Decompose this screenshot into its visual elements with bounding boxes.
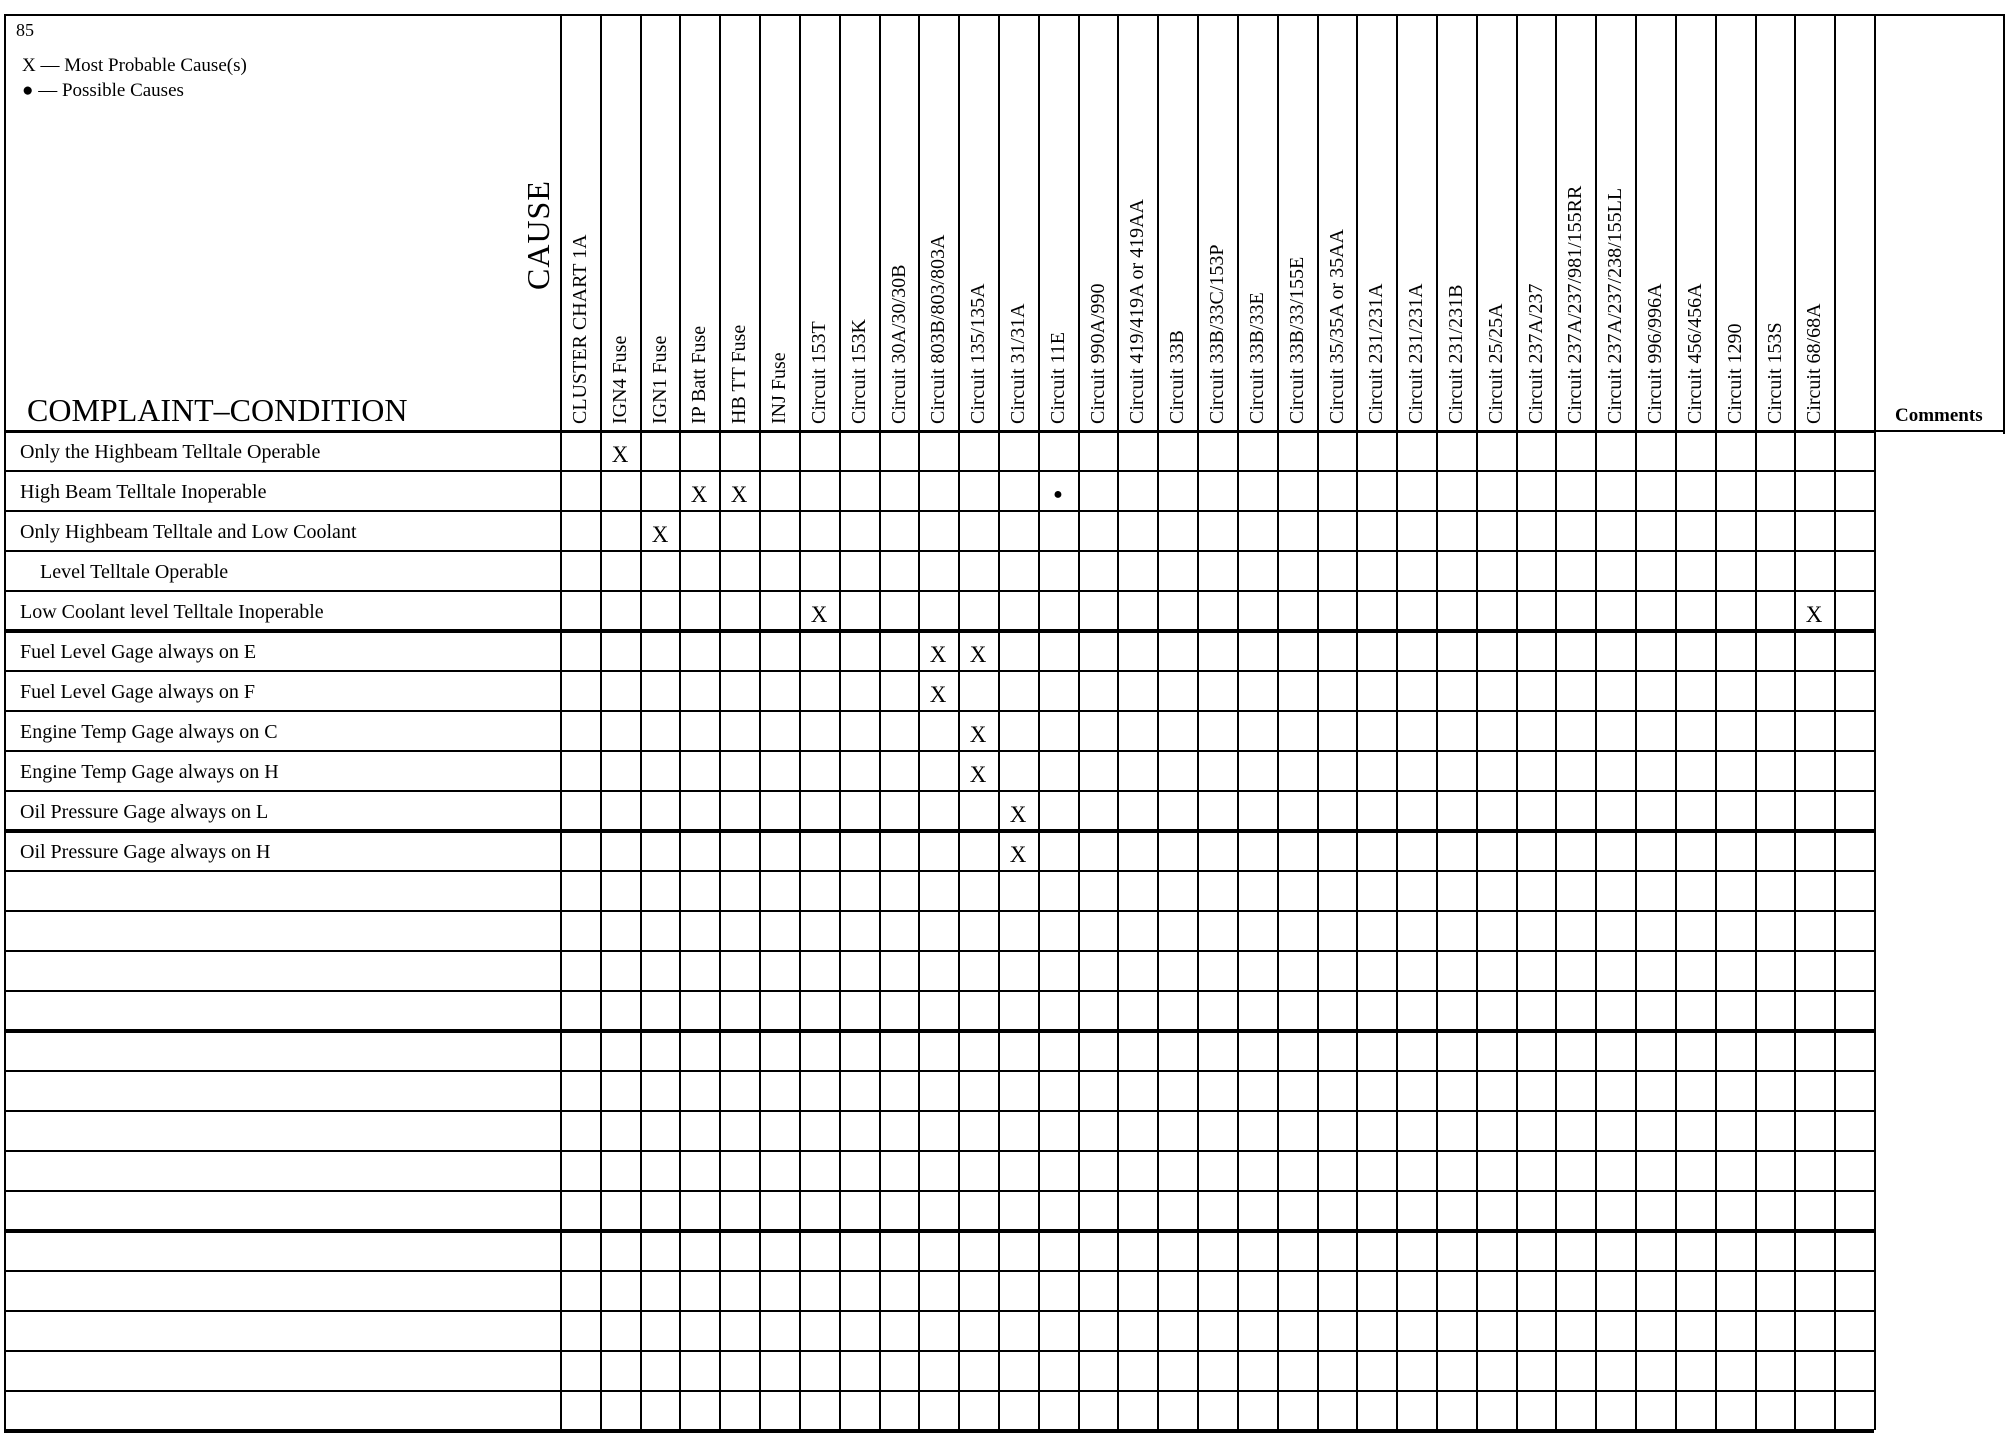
legend-most-probable: X — Most Probable Cause(s) <box>22 55 247 76</box>
cause-column-label: Circuit 35/35A or 35AA <box>1326 229 1348 424</box>
column-divider <box>1635 14 1637 1430</box>
most-probable-cause-mark: X <box>1805 602 1823 627</box>
most-probable-cause-mark: X <box>690 482 708 507</box>
most-probable-cause-mark: X <box>929 642 947 667</box>
column-divider <box>1715 14 1717 1430</box>
header-top-border <box>4 14 2005 16</box>
row-divider <box>4 1350 1874 1352</box>
comments-right-border <box>2003 14 2005 434</box>
cause-column-label: Circuit 33B/33/155E <box>1286 256 1308 424</box>
cause-column-label: Circuit 456/456A <box>1684 283 1706 424</box>
complaint-row-label: Engine Temp Gage always on H <box>20 761 279 783</box>
cause-column-label: Circuit 237A/237/238/155LL <box>1604 187 1626 424</box>
most-probable-cause-mark: X <box>969 722 987 747</box>
cause-title: CAUSE <box>520 180 556 290</box>
most-probable-cause-mark: X <box>810 602 828 627</box>
cause-column-label: Circuit 153K <box>848 319 870 424</box>
column-divider <box>1356 14 1358 1430</box>
row-divider <box>4 1029 1874 1033</box>
column-divider <box>1078 14 1080 1430</box>
cause-column-label: Circuit 231/231A <box>1365 283 1387 424</box>
column-divider <box>600 14 602 1430</box>
column-divider <box>759 14 761 1430</box>
cause-column-label: IGN4 Fuse <box>609 335 631 424</box>
complaint-row-label: Low Coolant level Telltale Inoperable <box>20 601 324 623</box>
most-probable-cause-mark: X <box>1009 842 1027 867</box>
comments-title: Comments <box>1895 405 1983 426</box>
left-border <box>4 14 6 1430</box>
most-probable-cause-mark: X <box>1009 802 1027 827</box>
cause-column-label: Circuit 237A/237 <box>1525 283 1547 424</box>
cause-column-label: Circuit 990A/990 <box>1087 283 1109 424</box>
cause-column-label: IGN1 Fuse <box>649 335 671 424</box>
row-divider <box>4 829 1874 833</box>
column-divider <box>998 14 1000 1430</box>
column-divider <box>640 14 642 1430</box>
cause-column-label: Circuit 996/996A <box>1644 283 1666 424</box>
complaint-row-label: Only Highbeam Telltale and Low Coolant <box>20 521 357 543</box>
row-divider <box>4 1229 1874 1233</box>
page-number: 85 <box>16 20 34 40</box>
most-probable-cause-mark: X <box>730 482 748 507</box>
column-divider <box>1436 14 1438 1430</box>
cause-column-label: Circuit 237A/237/981/155RR <box>1564 185 1586 424</box>
column-divider <box>918 14 920 1430</box>
column-divider <box>1117 14 1119 1430</box>
row-divider <box>4 1310 1874 1312</box>
column-divider <box>1755 14 1757 1430</box>
cause-column-label: Circuit 153S <box>1764 322 1786 424</box>
cause-column-label: Circuit 1290 <box>1724 323 1746 424</box>
row-divider <box>4 1390 1874 1392</box>
column-divider <box>799 14 801 1430</box>
complaint-row-label: Engine Temp Gage always on C <box>20 721 278 743</box>
cause-column-label: Circuit 33B/33E <box>1246 292 1268 424</box>
cause-column-label: Circuit 33B <box>1166 330 1188 424</box>
column-divider <box>839 14 841 1430</box>
column-divider <box>560 14 562 1430</box>
cause-column-label: IP Batt Fuse <box>688 325 710 424</box>
row-divider <box>4 790 1874 792</box>
row-divider <box>4 870 1874 872</box>
column-divider <box>1595 14 1597 1430</box>
cause-column-label: Circuit 231/231A <box>1405 283 1427 424</box>
cause-column-label: Circuit 68/68A <box>1803 303 1825 424</box>
column-divider <box>1317 14 1319 1430</box>
cause-column-label: Circuit 231/231B <box>1445 284 1467 424</box>
cause-column-label: Circuit 11E <box>1047 331 1069 424</box>
row-divider <box>4 1190 1874 1192</box>
row-divider <box>4 1429 1874 1433</box>
column-divider <box>1794 14 1796 1430</box>
cause-column-label: CLUSTER CHART 1A <box>569 234 591 424</box>
row-divider <box>4 750 1874 752</box>
column-divider <box>1874 14 1876 1430</box>
row-divider <box>4 1270 1874 1272</box>
column-divider <box>1197 14 1199 1430</box>
legend-possible: ● — Possible Causes <box>22 80 184 101</box>
complaint-row-label: Fuel Level Gage always on E <box>20 641 257 663</box>
row-divider <box>4 950 1874 952</box>
column-divider <box>719 14 721 1430</box>
most-probable-cause-mark: X <box>611 442 629 467</box>
column-divider <box>1038 14 1040 1430</box>
most-probable-cause-mark: X <box>651 522 669 547</box>
possible-cause-mark: ● <box>1053 486 1063 503</box>
column-divider <box>1516 14 1518 1430</box>
most-probable-cause-mark: X <box>969 762 987 787</box>
cause-column-label: Circuit 419/419A or 419AA <box>1126 199 1148 424</box>
column-divider <box>1157 14 1159 1430</box>
complaint-row-label: High Beam Telltale Inoperable <box>20 481 267 503</box>
comments-bottom-border <box>1874 430 2005 432</box>
cause-column-label: Circuit 803B/803/803A <box>927 234 949 424</box>
cause-column-label: Circuit 31/31A <box>1007 303 1029 424</box>
column-divider <box>1675 14 1677 1430</box>
row-divider <box>4 1150 1874 1152</box>
complaint-row-label: Oil Pressure Gage always on L <box>20 801 269 823</box>
complaint-row-label: Level Telltale Operable <box>40 561 229 583</box>
most-probable-cause-mark: X <box>929 682 947 707</box>
column-divider <box>879 14 881 1430</box>
cause-column-label: Circuit 33B/33C/153P <box>1206 244 1228 424</box>
cause-column-label: Circuit 30A/30/30B <box>888 264 910 424</box>
column-divider <box>1834 14 1836 1430</box>
column-divider <box>1476 14 1478 1430</box>
cause-column-label: Circuit 153T <box>808 321 830 424</box>
column-divider <box>1237 14 1239 1430</box>
column-divider <box>679 14 681 1430</box>
column-divider <box>1555 14 1557 1430</box>
complaint-row-label: Only the Highbeam Telltale Operable <box>20 441 321 463</box>
complaint-condition-title: COMPLAINT–CONDITION <box>27 392 408 428</box>
row-divider <box>4 1070 1874 1072</box>
column-divider <box>1396 14 1398 1430</box>
cause-column-label: INJ Fuse <box>768 352 790 424</box>
cause-column-label: HB TT Fuse <box>728 324 750 424</box>
row-divider <box>4 1110 1874 1112</box>
row-divider <box>4 990 1874 992</box>
cause-column-label: Circuit 135/135A <box>967 283 989 424</box>
complaint-row-label: Fuel Level Gage always on F <box>20 681 255 703</box>
cause-column-label: Circuit 25/25A <box>1485 303 1507 424</box>
column-divider <box>1277 14 1279 1430</box>
complaint-row-label: Oil Pressure Gage always on H <box>20 841 271 863</box>
row-divider <box>4 910 1874 912</box>
most-probable-cause-mark: X <box>969 642 987 667</box>
